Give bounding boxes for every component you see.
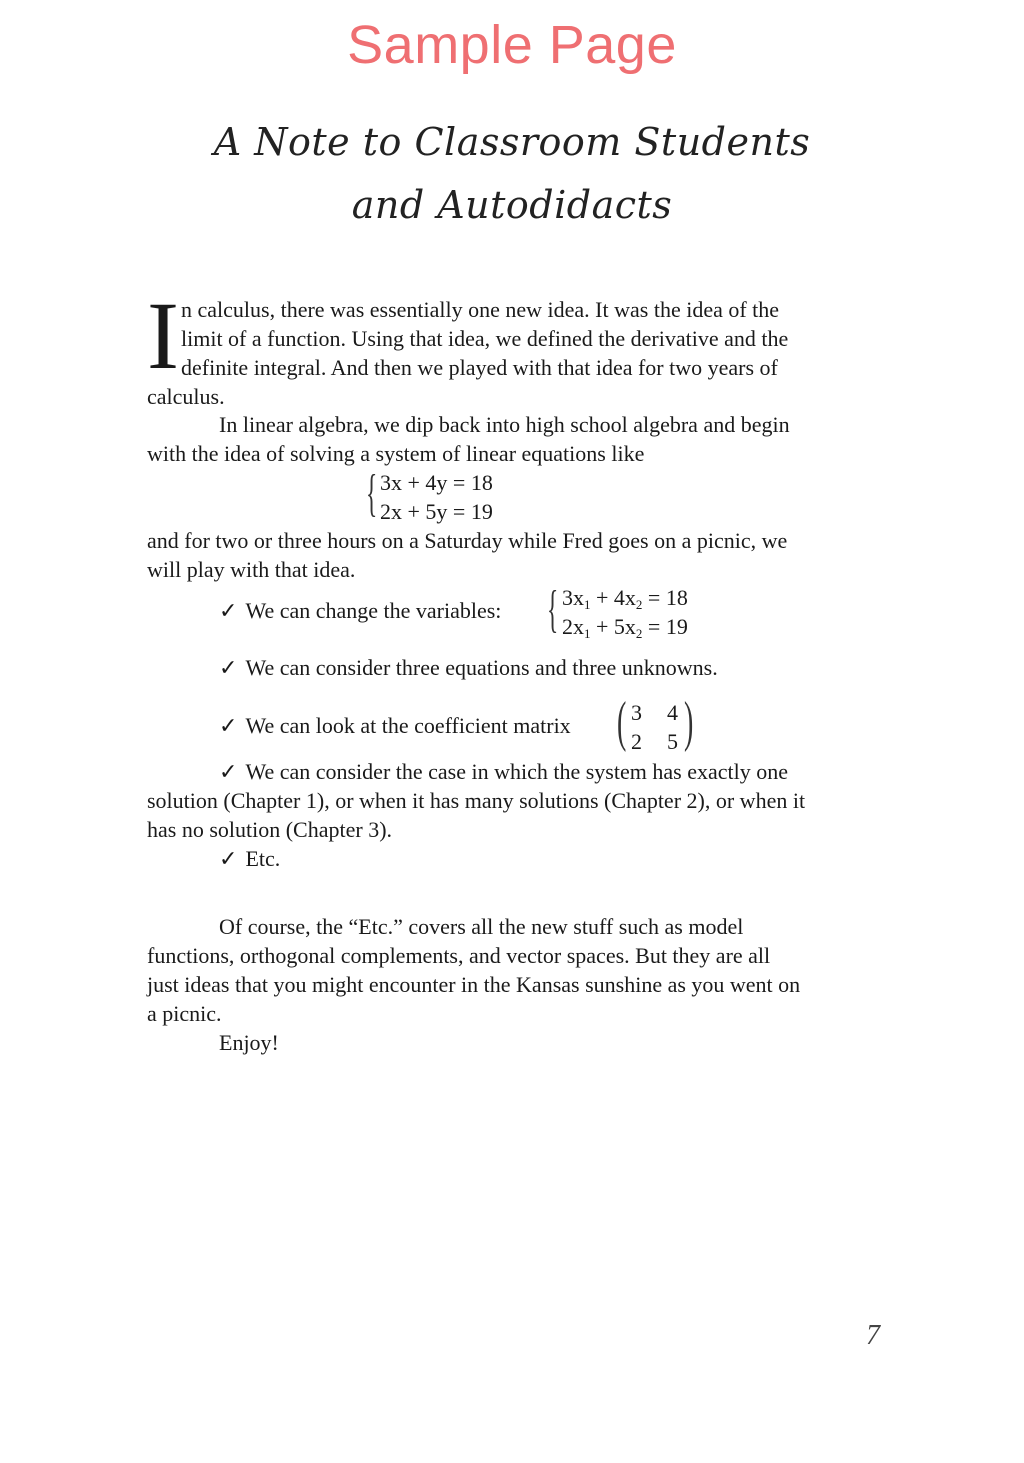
check-item-text: We can change the variables: bbox=[245, 598, 502, 623]
check-item-text: We can look at the coefficient matrix bbox=[245, 713, 571, 738]
checkmark-icon: ✓ bbox=[219, 656, 238, 681]
matrix-r1c2: 4 bbox=[667, 700, 678, 725]
checkmark-icon: ✓ bbox=[219, 760, 238, 785]
checkmark-icon: ✓ bbox=[219, 847, 238, 872]
checkmark-icon: ✓ bbox=[219, 599, 238, 624]
check-item-text: Etc. bbox=[245, 846, 281, 871]
check-item-text: We can consider the case in which the system has exactly one bbox=[245, 759, 788, 784]
para1-line4: calculus. bbox=[147, 384, 225, 409]
check-item-cases-line3: has no solution (Chapter 3). bbox=[147, 817, 393, 842]
para1-line3: definite integral. And then we played with that idea for two years of bbox=[181, 355, 778, 380]
system2-eq1: $3x_1 + 4x_2 = 18$ bbox=[562, 585, 688, 612]
drop-cap: I bbox=[147, 282, 179, 389]
system1-eq2: 2x + 5y = 19 bbox=[380, 499, 493, 524]
check-item-coefficient-matrix bbox=[219, 711, 959, 741]
para4-line3: just ideas that you might encounter in the Kansas sunshine as you went on bbox=[147, 972, 801, 997]
matrix-r2c1: 2 bbox=[631, 729, 642, 754]
checkmark-icon: ✓ bbox=[219, 714, 238, 739]
para4-line2: functions, orthogonal complements, and vector spaces. But they are all bbox=[147, 943, 771, 968]
para2-line1: In linear algebra, we dip back into high school algebra and begin bbox=[219, 412, 790, 437]
para4-line1: Of course, the “Etc.” covers all the new stuff such as model bbox=[219, 914, 744, 939]
matrix-r1c1: 3 bbox=[631, 700, 642, 725]
matrix-left-paren: ( bbox=[617, 691, 627, 753]
para1-line2: limit of a function. Using that idea, we defined the derivative and the bbox=[181, 326, 789, 351]
closing-text: Enjoy! bbox=[219, 1030, 279, 1055]
matrix-r2c2: 5 bbox=[667, 729, 678, 754]
check-item-cases-line2: solution (Chapter 1), or when it has many solutions (Chapter 2), or when it bbox=[147, 788, 806, 813]
check-item-cases bbox=[219, 757, 959, 787]
system1-brace: { bbox=[366, 465, 378, 522]
matrix-right-paren: ) bbox=[684, 691, 694, 753]
system2-brace: { bbox=[547, 581, 559, 638]
para3-line2: will play with that idea. bbox=[147, 557, 356, 582]
check-item-text: We can consider three equations and three unknowns. bbox=[245, 655, 718, 680]
system1-eq1: 3x + 4y = 18 bbox=[380, 470, 493, 495]
sample-page-watermark: Sample Page bbox=[347, 15, 677, 75]
page-title-line2: and Autodidacts bbox=[351, 183, 673, 227]
para2-line2: with the idea of solving a system of linear equations like bbox=[147, 441, 645, 466]
para1-line1: n calculus, there was essentially one new idea. It was the idea of the bbox=[181, 297, 780, 322]
para4-line4: a picnic. bbox=[147, 1001, 222, 1026]
check-item-etc bbox=[219, 844, 959, 874]
page-number: 7 bbox=[866, 1320, 880, 1351]
page-title-line1: A Note to Classroom Students bbox=[213, 120, 811, 164]
check-item-three-equations bbox=[219, 653, 959, 683]
para3-line1: and for two or three hours on a Saturday while Fred goes on a picnic, we bbox=[147, 528, 788, 553]
system2-eq2: $2x_1 + 5x_2 = 19$ bbox=[562, 614, 688, 641]
